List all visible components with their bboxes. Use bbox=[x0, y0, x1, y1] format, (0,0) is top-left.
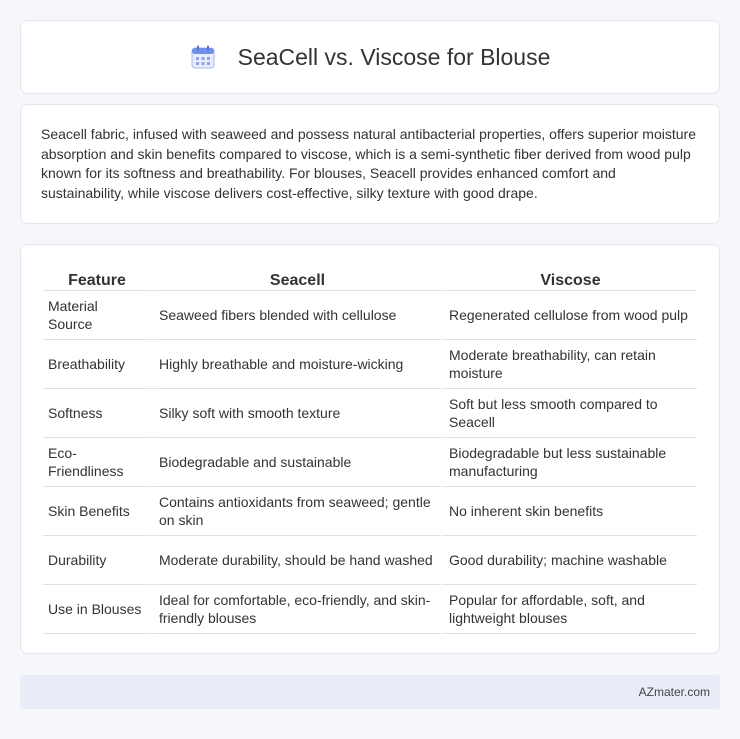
seacell-cell: Biodegradable and sustainable bbox=[151, 438, 441, 487]
table-row bbox=[43, 487, 697, 536]
table-header-row bbox=[43, 265, 697, 291]
header-viscose: Viscose bbox=[441, 265, 697, 291]
viscose-cell: Popular for affordable, soft, and lightweight blouses bbox=[441, 585, 697, 634]
viscose-cell: Good durability; machine washable bbox=[441, 536, 697, 585]
comparison-table bbox=[43, 265, 697, 634]
footer bbox=[20, 675, 720, 709]
feature-cell: Durability bbox=[43, 536, 151, 585]
page-title: SeaCell vs. Viscose for Blouse bbox=[237, 43, 551, 70]
header-seacell: Seacell bbox=[151, 265, 441, 291]
viscose-cell: Moderate breathability, can retain moisture bbox=[441, 340, 697, 389]
table-row bbox=[43, 340, 697, 389]
header-card bbox=[20, 20, 720, 94]
table-row bbox=[43, 438, 697, 487]
seacell-cell: Silky soft with smooth texture bbox=[151, 389, 441, 438]
intro-card bbox=[20, 104, 720, 224]
feature-cell: Breathability bbox=[43, 340, 151, 389]
comparison-table-card bbox=[20, 244, 720, 654]
feature-cell: Material Source bbox=[43, 291, 151, 340]
seacell-cell: Highly breathable and moisture-wicking bbox=[151, 340, 441, 389]
viscose-cell: Soft but less smooth compared to Seacell bbox=[441, 389, 697, 438]
viscose-cell: Regenerated cellulose from wood pulp bbox=[441, 291, 697, 340]
table-row bbox=[43, 536, 697, 585]
seacell-cell: Contains antioxidants from seaweed; gentle on skin bbox=[151, 487, 441, 536]
footer-source-text: AZmater.com bbox=[638, 685, 710, 699]
calendar-icon bbox=[190, 44, 216, 70]
seacell-cell: Moderate durability, should be hand washed bbox=[151, 536, 441, 585]
seacell-cell: Ideal for comfortable, eco-friendly, and skin-friendly blouses bbox=[151, 585, 441, 634]
feature-cell: Softness bbox=[43, 389, 151, 438]
viscose-cell: Biodegradable but less sustainable manufacturing bbox=[441, 438, 697, 487]
table-row bbox=[43, 585, 697, 634]
table-row bbox=[43, 389, 697, 438]
feature-cell: Eco-Friendliness bbox=[43, 438, 151, 487]
header-feature: Feature bbox=[43, 265, 151, 291]
feature-cell: Skin Benefits bbox=[43, 487, 151, 536]
viscose-cell: No inherent skin benefits bbox=[441, 487, 697, 536]
intro-text: Seacell fabric, infused with seaweed and possess natural antibacterial properties, offers superior moisture absorption and skin benefits compared to viscose, which is a semi-synthetic fiber derived from wood pulp known for its softness and breathability. For blouses, Seacell provides enhanced comfort and sustainability, while viscose delivers cost-effective, silky texture with good drape. bbox=[41, 126, 696, 201]
feature-cell: Use in Blouses bbox=[43, 585, 151, 634]
seacell-cell: Seaweed fibers blended with cellulose bbox=[151, 291, 441, 340]
table-row bbox=[43, 291, 697, 340]
